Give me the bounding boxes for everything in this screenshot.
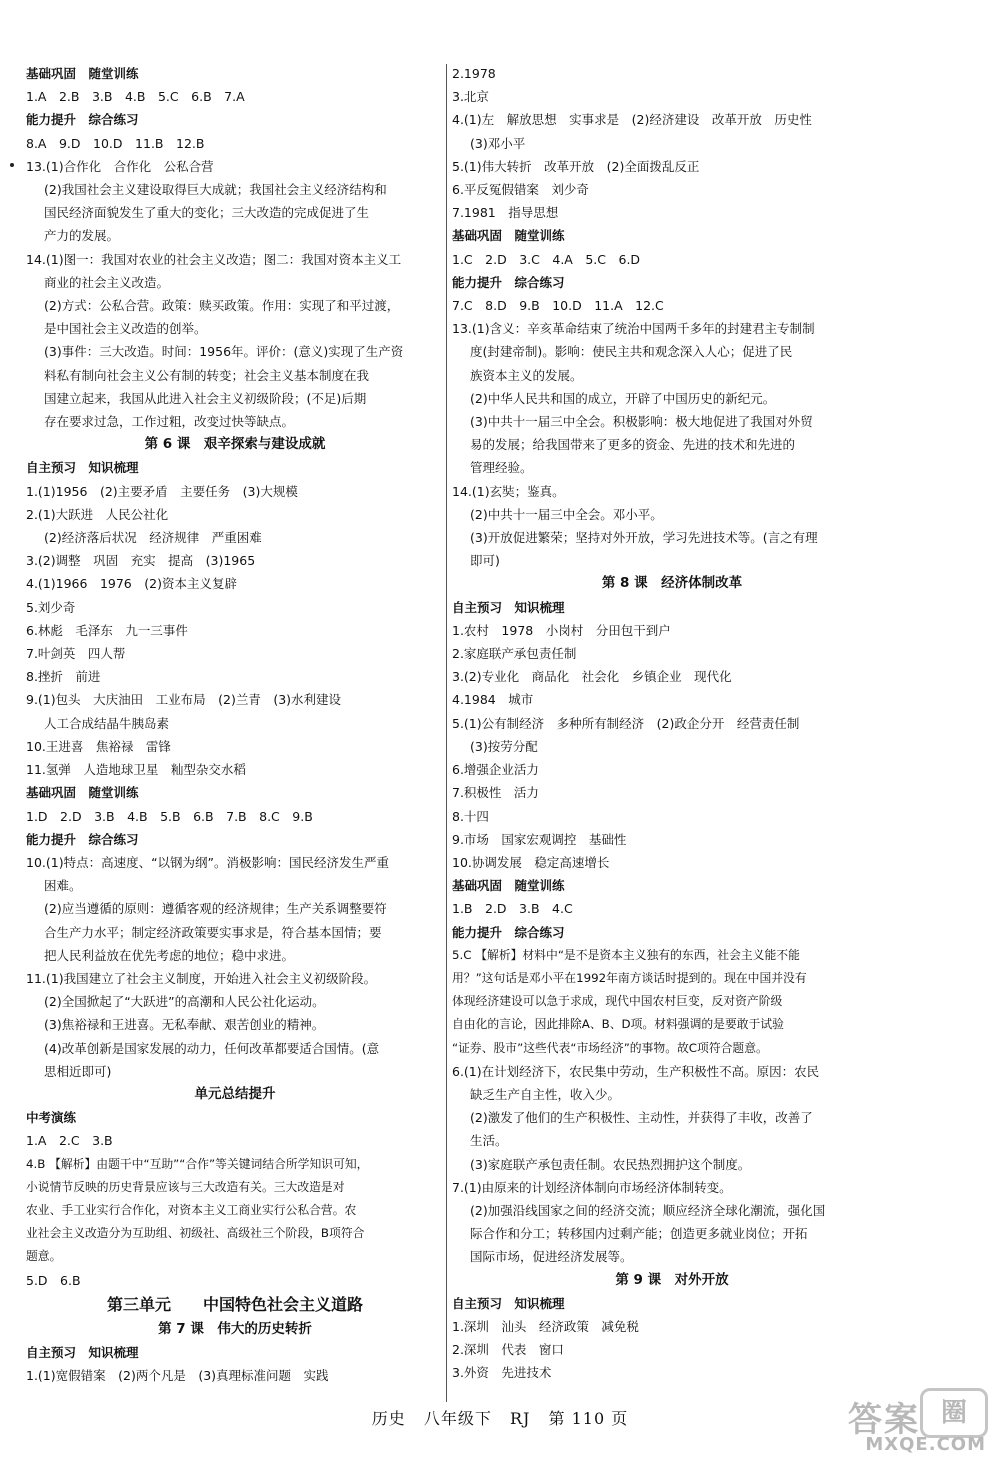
answer-line: 2.家庭联产承包责任制 <box>452 646 577 662</box>
answer-line: 思相近即可) <box>44 1063 112 1079</box>
right-column <box>452 62 892 1385</box>
answer-line: 题意。 <box>26 1249 62 1264</box>
answer-line: (2)经济落后状况 经济规律 严重困难 <box>44 530 262 546</box>
answer-line: 7.积极性 活力 <box>452 785 539 801</box>
answer-line: 7.1981 指导思想 <box>452 205 559 221</box>
answer-line: 困难。 <box>44 878 82 894</box>
answer-line: 族资本主义的发展。 <box>470 367 583 383</box>
answer-line: 度(封建帝制)。影响：使民主共和观念深入人心；促进了民 <box>470 344 793 360</box>
answer-line: 10.协调发展 稳定高速增长 <box>452 854 610 870</box>
answer-line: 14.(1)图一：我国对农业的社会主义改造；图二：我国对资本主义工 <box>26 251 402 267</box>
answer-line: 7.叶剑英 四人帮 <box>26 646 126 662</box>
section-heading: 能力提升 综合练习 <box>26 112 139 128</box>
answer-line: 2.(1)大跃进 人民公社化 <box>26 506 169 522</box>
column-divider <box>446 64 447 1402</box>
footer-page-number: 第 110 页 <box>548 1409 629 1428</box>
answer-line: 1.农村 1978 小岗村 分田包干到户 <box>452 622 671 638</box>
footer-grade: 八年级下 <box>423 1409 492 1428</box>
watermark-box: 圈 <box>920 1388 988 1438</box>
lesson-title: 第 7 课 伟大的历史转折 <box>158 1320 312 1337</box>
answer-line: 国建立起来，我国从此进入社会主义初级阶段；(不足)后期 <box>44 390 367 406</box>
lesson-title: 第三单元 中国特色社会主义道路 <box>106 1294 363 1314</box>
section-heading: 基础巩固 随堂训练 <box>452 878 565 894</box>
answer-line: 国民经济面貌发生了重大的变化；三大改造的完成促进了生 <box>44 205 370 221</box>
answer-line: 10.(1)特点：高速度、“以钢为纲”。消极影响：国民经济发生严重 <box>26 854 390 870</box>
answer-line: (3)开放促进繁荣；坚持对外开放，学习先进技术等。(言之有理 <box>470 530 818 546</box>
answer-line: 9.(1)包头 大庆油田 工业布局 (2)兰青 (3)水利建设 <box>26 692 342 708</box>
answer-line: 2.1978 <box>452 66 496 81</box>
answer-line: (3)按劳分配 <box>470 738 538 754</box>
watermark-logo <box>794 1388 994 1460</box>
answer-line: 11.(1)我国建立了社会主义制度，开始进入社会主义初级阶段。 <box>26 970 377 986</box>
answer-line: 3.外资 先进技术 <box>452 1365 552 1381</box>
answer-line: 4.B 【解析】由题干中“互助”“合作”等关键词结合所学知识可知， <box>26 1156 369 1171</box>
answer-line: 1.D 2.D 3.B 4.B 5.B 6.B 7.B 8.C 9.B <box>26 808 313 824</box>
answer-line: 国际市场，促进经济发展等。 <box>470 1249 633 1265</box>
answer-line: 产力的发展。 <box>44 228 120 244</box>
answer-line: (3)中共十一届三中全会。积极影响：极大地促进了我国对外贸 <box>470 414 813 430</box>
answer-line: (2)方式：公私合营。政策：赎买政策。作用：实现了和平过渡， <box>44 298 400 314</box>
answer-line: (2)中共十一届三中全会。邓小平。 <box>470 506 663 522</box>
answer-line: 11.氢弹 人造地球卫星 籼型杂交水稻 <box>26 762 246 778</box>
answer-line: 小说情节反映的历史背景应该与三大改造有关。三大改造是对 <box>26 1179 345 1194</box>
answer-line: 把人民利益放在优先考虑的地位；稳中求进。 <box>44 947 295 963</box>
lesson-title: 第 8 课 经济体制改革 <box>601 575 743 592</box>
answer-line: 4.1984 城市 <box>452 692 534 708</box>
answer-line: 农业、手工业实行合作化，对资本主义工商业实行公私合营。农 <box>26 1202 357 1217</box>
answer-line: 8.十四 <box>452 808 489 824</box>
answer-line: 5.刘少奇 <box>26 599 76 615</box>
answer-line: 5.D 6.B <box>26 1272 81 1288</box>
answer-line: 存在要求过急，工作过粗，改变过快等缺点。 <box>44 414 295 430</box>
answer-line: 7.C 8.D 9.B 10.D 11.A 12.C <box>452 298 664 314</box>
answer-line: 8.挫折 前进 <box>26 669 101 685</box>
answer-line: (2)应当遵循的原则：遵循客观的经济规律；生产关系调整要符 <box>44 901 387 917</box>
answer-line: 体现经济建设可以急于求成，现代中国农村巨变，反对资产阶级 <box>452 994 783 1009</box>
answer-line: 1.深圳 汕头 经济政策 减免税 <box>452 1318 639 1334</box>
lesson-title: 第 9 课 对外开放 <box>615 1271 729 1288</box>
answer-line: 1.B 2.D 3.B 4.C <box>452 901 573 917</box>
answer-line: (3)邓小平 <box>470 135 526 151</box>
answer-line: 业社会主义改造分为互助组、初级社、高级社三个阶段，B项符合 <box>26 1226 365 1241</box>
answer-line: 自由化的言论，因此排除A、B、D项。材料强调的是要敢于试验 <box>452 1017 784 1032</box>
section-heading: 自主预习 知识梳理 <box>452 599 565 615</box>
answer-line: 5.(1)公有制经济 多种所有制经济 (2)政企分开 经营责任制 <box>452 715 800 731</box>
left-column <box>26 62 444 1387</box>
watermark-text: 答案 <box>848 1400 920 1440</box>
answer-line: (2)我国社会主义建设取得巨大成就；我国社会主义经济结构和 <box>44 182 387 198</box>
answer-line: (2)中华人民共和国的成立，开辟了中国历史的新纪元。 <box>470 390 776 406</box>
answer-line: 人工合成结晶牛胰岛素 <box>44 715 170 731</box>
section-heading: 自主预习 知识梳理 <box>26 460 139 476</box>
answer-line: 商业的社会主义改造。 <box>44 274 170 290</box>
section-heading: 自主预习 知识梳理 <box>452 1295 565 1311</box>
answer-text: 13.(1)合作化 合作化 公私合营 <box>26 158 214 174</box>
answer-line: 缺乏生产自主性，收入少。 <box>470 1086 621 1102</box>
answer-line: 6.林彪 毛泽东 九一三事件 <box>26 622 188 638</box>
answer-line: 6.平反冤假错案 刘少奇 <box>452 182 589 198</box>
answer-line: 2.深圳 代表 窗口 <box>452 1342 564 1358</box>
answer-line: 10.王进喜 焦裕禄 雷锋 <box>26 738 171 754</box>
answer-line: 7.(1)由原来的计划经济体制向市场经济体制转变。 <box>452 1179 732 1195</box>
answer-line: 4.(1)左 解放思想 实事求是 (2)经济建设 改革开放 历史性 <box>452 112 812 128</box>
answer-line: (2)激发了他们的生产积极性、主动性，并获得了丰收，改善了 <box>470 1110 813 1126</box>
answer-line: (3)焦裕禄和王进喜。无私奉献、艰苦创业的精神。 <box>44 1017 325 1033</box>
section-heading: 自主预习 知识梳理 <box>26 1344 139 1360</box>
answer-line: 际合作和分工；转移国内过剩产能；创造更多就业岗位；开拓 <box>470 1226 808 1242</box>
answer-line: 是中国社会主义改造的创举。 <box>44 321 207 337</box>
section-heading: 能力提升 综合练习 <box>452 924 565 940</box>
answer-line: 5.(1)伟大转折 改革开放 (2)全面拨乱反正 <box>452 158 700 174</box>
answer-line: “证券、股市”这些代表“市场经济”的事物。故C项符合题意。 <box>452 1040 768 1055</box>
answer-line: 料私有制向社会主义公有制的转变；社会主义基本制度在我 <box>44 367 370 383</box>
answer-line: 6.(1)在计划经济下，农民集中劳动，生产积极性不高。原因：农民 <box>452 1063 820 1079</box>
answer-line: 3.北京 <box>452 89 489 105</box>
section-heading: 能力提升 综合练习 <box>26 831 139 847</box>
answer-line: (4)改革创新是国家发展的动力，任何改革都要适合国情。(意 <box>44 1040 380 1056</box>
answer-line: 4.(1)1966 1976 (2)资本主义复辟 <box>26 576 237 592</box>
lesson-title: 第 6 课 艰辛探索与建设成就 <box>144 436 326 453</box>
answer-line: (3)家庭联产承包责任制。农民热烈拥护这个制度。 <box>470 1156 751 1172</box>
footer-edition: RJ <box>509 1409 531 1428</box>
answer-line: 即可) <box>470 553 500 569</box>
answer-line: 5.C 【解析】材料中“是不是资本主义独有的东西，社会主义能不能 <box>452 947 800 962</box>
answer-line: 易的发展；给我国带来了更多的资金、先进的技术和先进的 <box>470 437 796 453</box>
lesson-title: 单元总结提升 <box>194 1085 276 1102</box>
section-heading: 基础巩固 随堂训练 <box>452 228 565 244</box>
answer-line: (2)全国掀起了“大跃进”的高潮和人民公社化运动。 <box>44 994 325 1010</box>
answer-line: 生活。 <box>470 1133 508 1149</box>
section-heading: 基础巩固 随堂训练 <box>26 66 139 81</box>
answer-line: (2)加强沿线国家之间的经济交流；顺应经济全球化潮流，强化国 <box>470 1202 826 1218</box>
answer-line: 用？”这句话是邓小平在1992年南方谈话时提到的。现在中国并没有 <box>452 970 807 985</box>
footer-subject: 历史 <box>371 1409 406 1428</box>
answer-line: 1.A 2.B 3.B 4.B 5.C 6.B 7.A <box>26 89 245 105</box>
section-heading: 能力提升 综合练习 <box>452 274 565 290</box>
answer-line: 1.A 2.C 3.B <box>26 1133 113 1149</box>
section-heading: 中考演练 <box>26 1110 77 1126</box>
answer-line: 8.A 9.D 10.D 11.B 12.B <box>26 135 205 151</box>
answer-line: 1.(1)1956 (2)主要矛盾 主要任务 (3)大规模 <box>26 483 298 499</box>
answer-line: 9.市场 国家宏观调控 基础性 <box>452 831 627 847</box>
answer-line: 14.(1)玄奘；鉴真。 <box>452 483 565 499</box>
answer-line: 13.(1)含义：辛亥革命结束了统治中国两千多年的封建君主专制制 <box>452 321 815 337</box>
answer-line: 1.(1)宽假错案 (2)两个凡是 (3)真理标准问题 实践 <box>26 1368 329 1384</box>
answer-line: (3)事件：三大改造。时间：1956年。评价：(意义)实现了生产资 <box>44 344 404 360</box>
answer-line: 6.增强企业活力 <box>452 762 539 778</box>
bullet-dot <box>10 163 14 167</box>
answer-line: 1.C 2.D 3.C 4.A 5.C 6.D <box>452 251 641 267</box>
answer-line: 3.(2)专业化 商品化 社会化 乡镇企业 现代化 <box>452 669 732 685</box>
watermark-url: MXQE.COM <box>865 1434 986 1455</box>
answer-line: 管理经验。 <box>470 460 533 476</box>
answer-line <box>26 155 444 178</box>
answer-line: 合生产力水平；制定经济政策要实事求是，符合基本国情；要 <box>44 924 382 940</box>
section-heading: 基础巩固 随堂训练 <box>26 785 139 801</box>
answer-line: 3.(2)调整 巩固 充实 提高 (3)1965 <box>26 553 256 569</box>
